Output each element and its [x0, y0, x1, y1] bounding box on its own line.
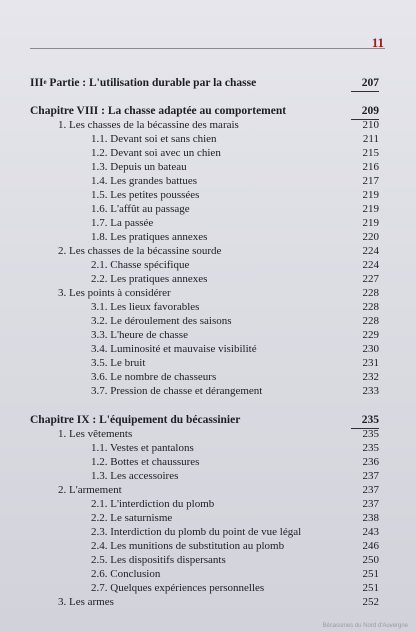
toc-entry-page: 251: [362, 582, 379, 594]
chapter-heading: [0, 413, 416, 427]
part-page: 207: [361, 77, 379, 89]
toc-entry-label: 1.4. Les grandes battues: [91, 175, 197, 187]
toc-entry: [0, 244, 416, 258]
toc-entry-page: 219: [362, 203, 379, 215]
toc-entry: [0, 272, 416, 286]
toc-entry-label: 1. Les vêtements: [58, 428, 133, 440]
toc-entry: [0, 146, 416, 160]
toc-entry-label: 2.1. Chasse spécifique: [91, 259, 190, 271]
toc-entry-label: 1.3. Depuis un bateau: [91, 161, 187, 173]
toc-entry-page: 217: [362, 175, 379, 187]
toc-entry: [0, 286, 416, 300]
header-rule: [30, 48, 385, 49]
toc-entry: [0, 202, 416, 216]
toc-entry-page: 224: [362, 259, 379, 271]
toc-entry-label: 2.6. Conclusion: [91, 568, 161, 580]
toc-entry-label: 1.3. Les accessoires: [91, 470, 179, 482]
toc-entry-page: 252: [362, 596, 379, 608]
chapter-heading-label: Chapitre IX : L'équipement du bécassinier: [30, 414, 241, 426]
toc-entry: [0, 483, 416, 497]
toc-entry-page: 216: [362, 161, 379, 173]
toc-entry-label: 3.6. Le nombre de chasseurs: [91, 371, 217, 383]
toc-entry: [0, 356, 416, 370]
toc-entry: [0, 553, 416, 567]
toc-entry-label: 1.5. Les petites poussées: [91, 189, 200, 201]
chapter-heading-label: Chapitre VIII : La chasse adaptée au comportement: [30, 105, 287, 117]
toc-entry-page: 231: [362, 357, 379, 369]
toc-entry-label: 3.4. Luminosité et mauvaise visibilité: [91, 343, 257, 355]
toc-entry-label: 1.2. Devant soi avec un chien: [91, 147, 221, 159]
toc-entry-page: 230: [362, 343, 379, 355]
toc-entry-page: 235: [362, 428, 379, 440]
toc-entry-label: 2.2. Les pratiques annexes: [91, 273, 208, 285]
toc-entry: [0, 118, 416, 132]
toc-entry: [0, 469, 416, 483]
part-page-rule: [351, 91, 379, 92]
toc-entry: [0, 455, 416, 469]
toc-entry-label: 2.4. Les munitions de substitution au plomb: [91, 540, 285, 552]
toc-entry-label: 1.6. L'affût au passage: [91, 203, 190, 215]
toc-entry-page: 250: [362, 554, 379, 566]
toc-entry-page: 210: [362, 119, 379, 131]
toc-entry-page: 243: [362, 526, 379, 538]
toc-entry-page: 237: [362, 470, 379, 482]
toc-entry-page: 235: [362, 442, 379, 454]
toc-entry: [0, 539, 416, 553]
toc-entry-page: 237: [362, 498, 379, 510]
toc-entry-label: 3. Les armes: [58, 596, 114, 608]
toc-entry-label: 1.8. Les pratiques annexes: [91, 231, 208, 243]
page-number: 11: [371, 35, 384, 50]
toc-entry-page: 228: [362, 287, 379, 299]
toc-entry: [0, 427, 416, 441]
toc-entry-page: 232: [362, 371, 379, 383]
toc-entry: [0, 174, 416, 188]
toc-entry-page: 233: [362, 385, 379, 397]
toc-entry: [0, 497, 416, 511]
toc-entry: [0, 595, 416, 609]
watermark: Bécassines du Nord d'Auvergne: [322, 623, 408, 629]
toc-entry-label: 2. Les chasses de la bécassine sourde: [58, 245, 222, 257]
toc-entry-page: 246: [362, 540, 379, 552]
toc-entry: [0, 328, 416, 342]
toc-entry-page: 251: [362, 568, 379, 580]
toc-entry-label: 1.2. Bottes et chaussures: [91, 456, 200, 468]
toc-entry-page: 227: [362, 273, 379, 285]
toc-entry-page: 238: [362, 512, 379, 524]
toc-entry-page: 220: [362, 231, 379, 243]
toc-entry-label: 2.2. Le saturnisme: [91, 512, 173, 524]
toc-entry: [0, 300, 416, 314]
toc-entry: [0, 567, 416, 581]
chapter-heading-page: 235: [361, 414, 379, 426]
toc-entry-label: 1.1. Vestes et pantalons: [91, 442, 194, 454]
toc-entry: [0, 160, 416, 174]
toc-entry-label: 3.5. Le bruit: [91, 357, 146, 369]
toc-entry: [0, 342, 416, 356]
chapter-heading-page: 209: [361, 105, 379, 117]
toc-entry: [0, 511, 416, 525]
toc-entry: [0, 188, 416, 202]
toc-entry-page: 237: [362, 484, 379, 496]
toc-entry-label: 3.7. Pression de chasse et dérangement: [91, 385, 263, 397]
toc-entry-page: 215: [362, 147, 379, 159]
toc-entry: [0, 216, 416, 230]
toc-entry-page: 219: [362, 217, 379, 229]
toc-entry-label: 1.7. La passée: [91, 217, 154, 229]
toc-entry-label: 2.5. Les dispositifs dispersants: [91, 554, 226, 566]
toc-entry: [0, 230, 416, 244]
toc-entry: [0, 370, 416, 384]
toc-entry-page: 236: [362, 456, 379, 468]
toc-entry: [0, 314, 416, 328]
toc-entry-page: 228: [362, 315, 379, 327]
toc-entry-page: 229: [362, 329, 379, 341]
toc-entry-label: 1. Les chasses de la bécassine des marais: [58, 119, 239, 131]
toc-entry: [0, 525, 416, 539]
toc-entry-label: 2.3. Interdiction du plomb du point de vue légal: [91, 526, 302, 538]
toc-entry-label: 3.3. L'heure de chasse: [91, 329, 188, 341]
toc-entry-label: 2.7. Quelques expériences personnelles: [91, 582, 265, 594]
toc-entry-page: 219: [362, 189, 379, 201]
toc-entry-label: 2.1. L'interdiction du plomb: [91, 498, 215, 510]
toc-entry: [0, 132, 416, 146]
part-title: IIIe Partie : L'utilisation durable par la chasse: [30, 77, 257, 89]
toc-entry-label: 2. L'armement: [58, 484, 122, 496]
chapter-heading: [0, 104, 416, 118]
part-heading: [0, 76, 416, 90]
toc-entry-label: 1.1. Devant soi et sans chien: [91, 133, 217, 145]
toc-entry-page: 211: [362, 133, 379, 145]
toc-entry: [0, 581, 416, 595]
toc-entry-page: 228: [362, 301, 379, 313]
toc-entry: [0, 384, 416, 398]
toc-entry-label: 3. Les points à considérer: [58, 287, 171, 299]
toc-entry-label: 3.2. Le déroulement des saisons: [91, 315, 232, 327]
toc-entry: [0, 258, 416, 272]
toc-entry-label: 3.1. Les lieux favorables: [91, 301, 200, 313]
toc-entry-page: 224: [362, 245, 379, 257]
toc-entry: [0, 441, 416, 455]
